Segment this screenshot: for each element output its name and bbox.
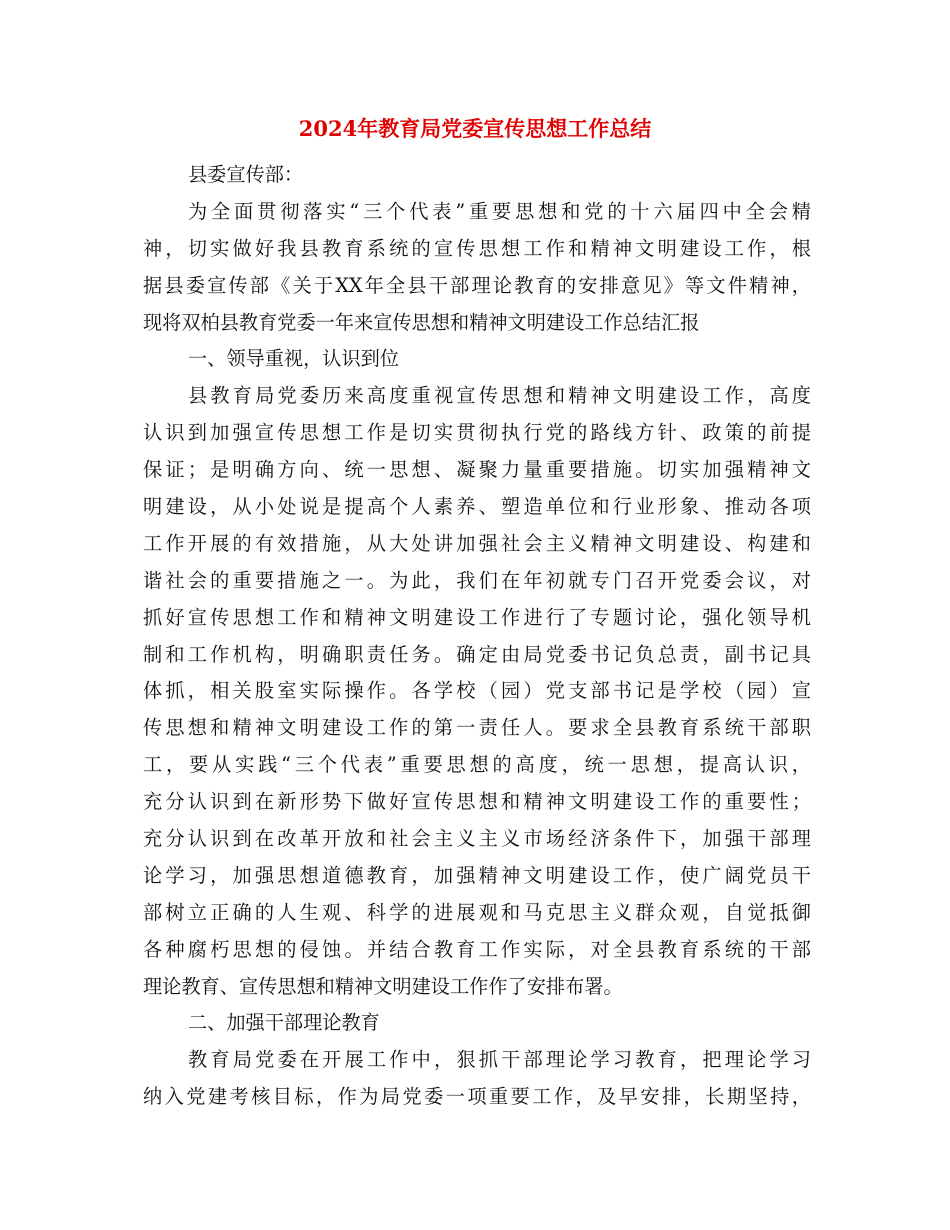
salutation: 县委宣传部： (188, 163, 304, 186)
paragraph-line: 体抓，相关股室实际操作。各学校（园）党支部书记是学校（园）宣 (143, 679, 811, 703)
section-heading: 一、领导重视，认识到位 (188, 347, 400, 371)
paragraph-line: 抓好宣传思想工作和精神文明建设工作进行了专题讨论，强化领导机 (143, 605, 811, 629)
paragraph-line: 充分认识到在新形势下做好宣传思想和精神文明建设工作的重要性； (143, 790, 811, 814)
paragraph-line: 工，要从实践“三个代表”重要思想的高度，统一思想，提高认识， (143, 753, 811, 777)
paragraph-line: 制和工作机构，明确职责任务。确定由局党委书记负总责，副书记具 (143, 642, 811, 666)
paragraph-line: 保证；是明确方向、统一思想、凝聚力量重要措施。切实加强精神文 (143, 458, 811, 482)
paragraph-line: 理论教育、宣传思想和精神文明建设工作作了安排布署。 (143, 974, 623, 998)
paragraph-line: 认识到加强宣传思想工作是切实贯彻执行党的路线方针、政策的前提 (143, 421, 811, 445)
section-heading: 二、加强干部理论教育 (188, 1011, 380, 1035)
paragraph-line: 各种腐朽思想的侵蚀。并结合教育工作实际，对全县教育系统的干部 (143, 937, 811, 961)
paragraph-line: 县教育局党委历来高度重视宣传思想和精神文明建设工作，高度 (188, 384, 811, 408)
document-title: 2024年教育局党委宣传思想工作总结 (298, 116, 652, 141)
paragraph-line: 明建设，从小处说是提高个人素养、塑造单位和行业形象、推动各项 (143, 495, 811, 519)
paragraph-line: 谐社会的重要措施之一。为此，我们在年初就专门召开党委会议，对 (143, 568, 811, 592)
paragraph-line: 据县委宣传部《关于XX年全县干部理论教育的安排意见》等文件精神， (143, 273, 811, 297)
paragraph-line: 传思想和精神文明建设工作的第一责任人。要求全县教育系统干部职 (143, 716, 811, 740)
paragraph-line: 工作开展的有效措施，从大处讲加强社会主义精神文明建设、构建和 (143, 531, 811, 555)
paragraph-line: 神，切实做好我县教育系统的宣传思想工作和精神文明建设工作，根 (143, 236, 811, 260)
paragraph-line: 教育局党委在开展工作中，狠抓干部理论学习教育，把理论学习 (188, 1048, 811, 1072)
paragraph-line: 充分认识到在改革开放和社会主义主义市场经济条件下，加强干部理 (143, 827, 811, 851)
paragraph-line: 为全面贯彻落实“三个代表”重要思想和党的十六届四中全会精 (188, 199, 811, 223)
paragraph-line: 现将双柏县教育党委一年来宣传思想和精神文明建设工作总结汇报 (143, 310, 700, 334)
document-body (143, 157, 811, 1116)
paragraph-line: 纳入党建考核目标，作为局党委一项重要工作，及早安排，长期坚持， (143, 1085, 811, 1109)
paragraph-line: 论学习，加强思想道德教育，加强精神文明建设工作，使广阔党员干 (143, 863, 811, 887)
paragraph-line: 部树立正确的人生观、科学的进展观和马克思主义群众观，自觉抵御 (143, 900, 811, 924)
